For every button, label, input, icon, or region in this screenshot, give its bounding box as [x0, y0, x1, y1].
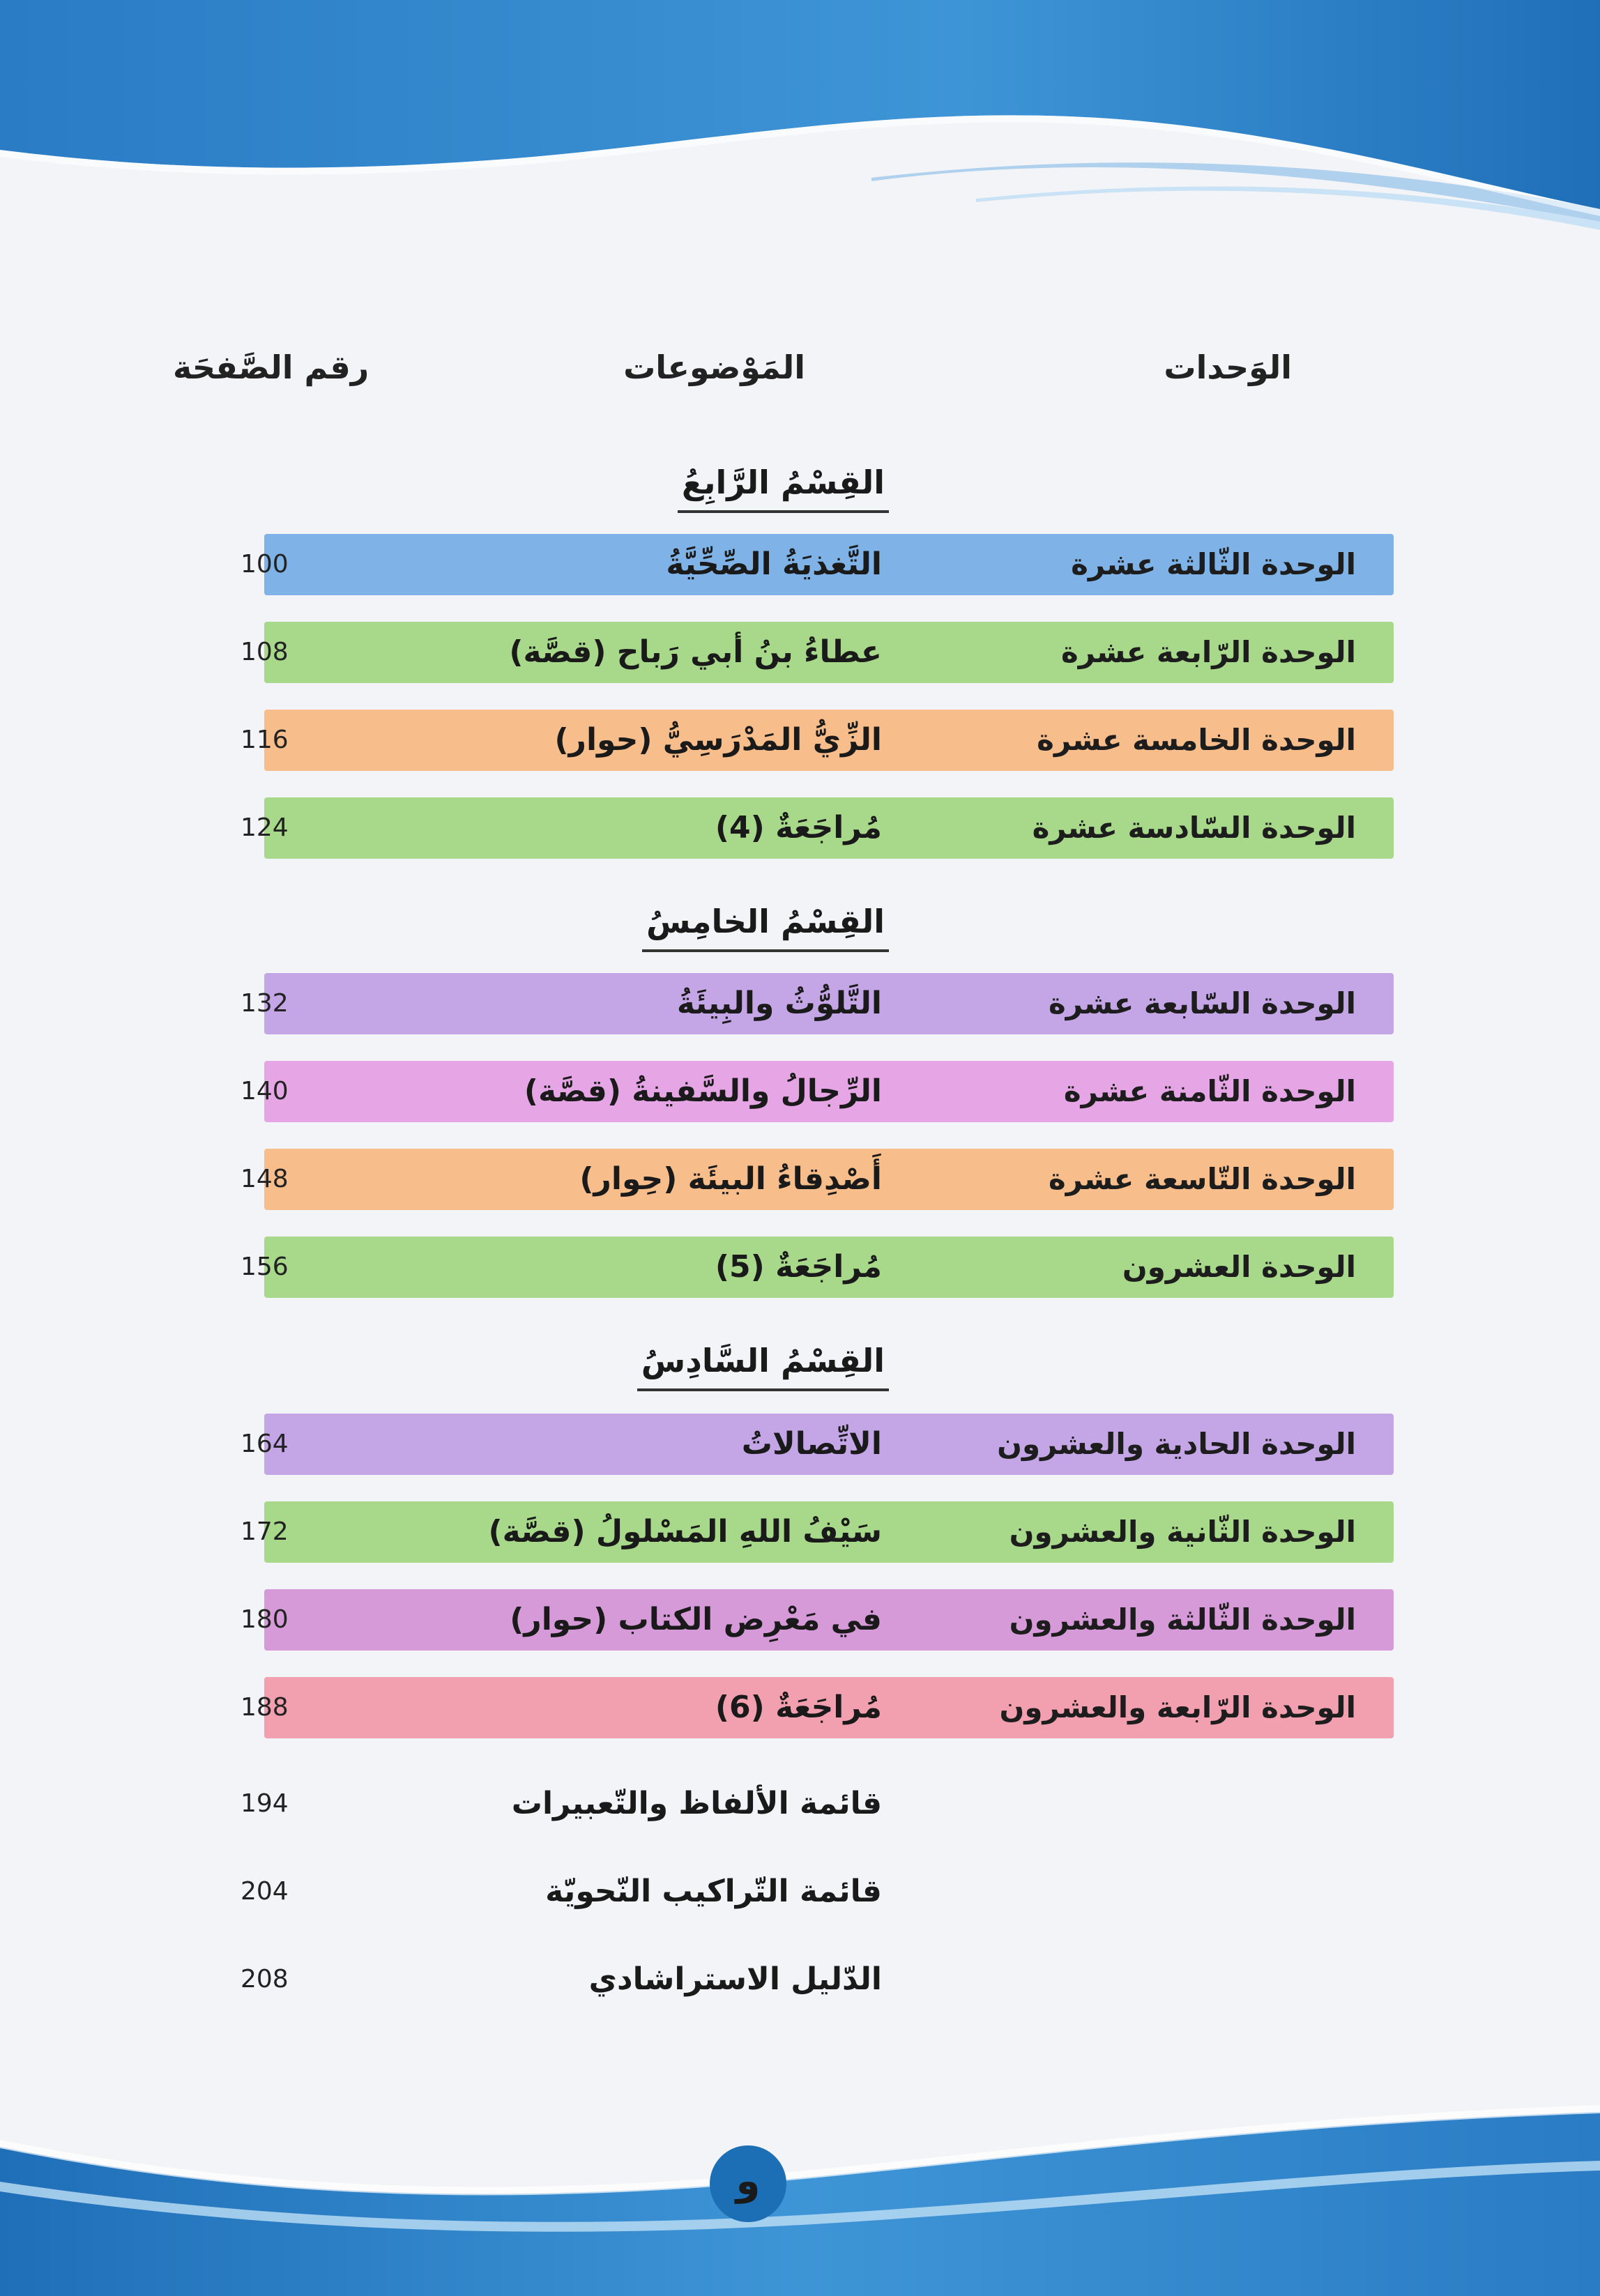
toc-row[interactable]	[0, 1500, 1600, 1564]
page-number: 140	[241, 1077, 289, 1105]
page-number: 194	[241, 1789, 289, 1818]
section-title-six: القِسْمُ السَّادِسُ	[637, 1333, 889, 1391]
toc-row[interactable]	[0, 1588, 1600, 1652]
page-number: 204	[241, 1877, 289, 1906]
topic-label: قائمة التّراكيب النّحويّة	[545, 1874, 882, 1909]
page-number: 156	[241, 1253, 289, 1281]
toc-row[interactable]	[0, 1676, 1600, 1740]
unit-label: الوحدة الثّالثة عشرة	[1071, 547, 1356, 581]
unit-label: الوحدة التّاسعة عشرة	[1049, 1162, 1356, 1196]
page-number-badge: و	[710, 2145, 786, 2222]
topic-label: الاتِّصالاتُ	[741, 1426, 882, 1462]
topics-column-header: المَوْضوعات	[623, 349, 805, 386]
topic-label: مُراجَعَةٌ (5)	[715, 1249, 882, 1285]
page-number: 132	[241, 989, 289, 1018]
unit-label: الوحدة الخامسة عشرة	[1037, 723, 1356, 757]
topic-label: أَصْدِقاءُ البيئَة (حِوار)	[579, 1161, 882, 1197]
page-number: 172	[241, 1517, 289, 1546]
page-number: 116	[241, 726, 289, 754]
unit-label: الوحدة الحادية والعشرون	[997, 1427, 1356, 1461]
page-number: 124	[241, 813, 289, 842]
topic-label: الرِّجالُ والسَّفينةُ (قصَّة)	[524, 1073, 882, 1109]
section-title-four: القِسْمُ الرَّابِعُ	[678, 454, 889, 513]
topic-label: قائمة الألفاظ والتّعبيرات	[511, 1786, 882, 1821]
toc-row[interactable]	[0, 972, 1600, 1036]
toc-row[interactable]	[0, 1772, 1600, 1836]
topic-label: عطاءُ بنُ أبي رَباح (قصَّة)	[509, 634, 882, 670]
unit-label: الوحدة الثّالثة والعشرون	[1009, 1602, 1356, 1637]
units-column-header: الوَحدات	[1164, 349, 1292, 386]
toc-row[interactable]	[0, 1860, 1600, 1924]
toc-row[interactable]	[0, 1947, 1600, 2012]
section-title-five: القِسْمُ الخامِسُ	[642, 894, 889, 952]
toc-row[interactable]	[0, 1147, 1600, 1211]
page-number: 208	[241, 1965, 289, 1993]
unit-label: الوحدة العشرون	[1122, 1250, 1356, 1284]
unit-label: الوحدة الرّابعة والعشرون	[999, 1690, 1356, 1724]
toc-row[interactable]	[0, 1059, 1600, 1124]
topic-label: مُراجَعَةٌ (4)	[715, 810, 882, 845]
toc-row[interactable]	[0, 1235, 1600, 1299]
topic-label: التَّغذيَةُ الصِّحِّيَّةُ	[666, 546, 882, 582]
topic-label: الدّليل الاستراشادي	[588, 1961, 882, 1997]
toc-row[interactable]	[0, 796, 1600, 860]
toc-row[interactable]	[0, 708, 1600, 772]
toc-row[interactable]	[0, 620, 1600, 684]
unit-label: الوحدة الثّانية والعشرون	[1009, 1515, 1356, 1549]
page-number: 188	[241, 1693, 289, 1722]
top-wave-decoration	[0, 0, 1600, 230]
topic-label: مُراجَعَةٌ (6)	[715, 1690, 882, 1725]
unit-label: الوحدة الرّابعة عشرة	[1060, 635, 1356, 669]
page-number: 164	[241, 1430, 289, 1458]
topic-label: التَّلوُّثُ والبِيئَةُ	[676, 986, 882, 1021]
page-number-column-header: رقم الصَّفحَة	[173, 349, 369, 386]
unit-label: الوحدة السّابعة عشرة	[1048, 986, 1356, 1020]
topic-label: الزِّيُّ المَدْرَسِيُّ (حوار)	[554, 722, 882, 758]
page-number: 180	[241, 1605, 289, 1634]
unit-label: الوحدة الثّامنة عشرة	[1063, 1074, 1356, 1108]
toc-row[interactable]	[0, 533, 1600, 597]
topic-label: في مَعْرِض الكتاب (حوار)	[510, 1602, 882, 1637]
page-number: 108	[241, 638, 289, 666]
topic-label: سَيْفُ اللهِ المَسْلولُ (قصَّة)	[488, 1514, 882, 1549]
page-number: 100	[241, 550, 289, 579]
unit-label: الوحدة السّادسة عشرة	[1032, 811, 1356, 845]
page-number: 148	[241, 1165, 289, 1193]
bottom-wave-decoration	[0, 2084, 1600, 2296]
toc-row[interactable]	[0, 1412, 1600, 1476]
